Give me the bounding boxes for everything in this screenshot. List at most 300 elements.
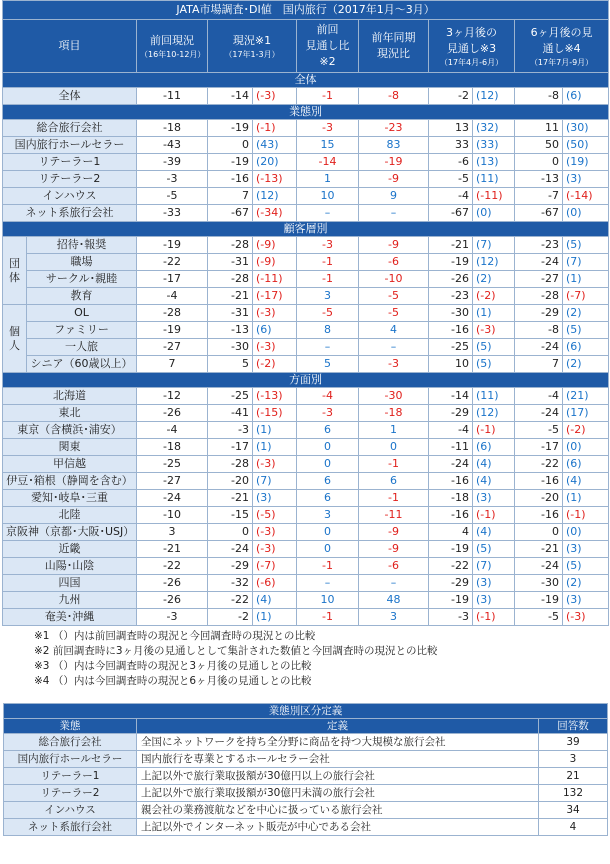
outlook-6m: -30	[515, 575, 563, 592]
outlook-3m-diff: (5)	[473, 356, 515, 373]
row-label: リテーラー1	[3, 154, 137, 171]
current-diff: (3)	[253, 490, 297, 507]
outlook-3m-diff: (33)	[473, 137, 515, 154]
column-header	[137, 20, 208, 73]
vs-outlook: -5	[297, 305, 359, 322]
table-row	[3, 356, 609, 373]
current-value: -28	[208, 237, 253, 254]
vs-last-year: –	[359, 575, 429, 592]
row-label: 一人旅	[27, 339, 137, 356]
vs-last-year: -5	[359, 305, 429, 322]
vs-outlook: -1	[297, 254, 359, 271]
column-header-period: （16年10-12月）	[140, 49, 206, 59]
response-count: 39	[539, 734, 608, 751]
outlook-6m: -5	[515, 422, 563, 439]
table-row	[3, 322, 609, 339]
current-value: -16	[208, 171, 253, 188]
prev-value: -18	[137, 439, 208, 456]
vs-outlook: -1	[297, 88, 359, 105]
outlook-6m-diff: (1)	[563, 490, 609, 507]
business-type: ネット系旅行会社	[4, 819, 137, 836]
current-diff: (6)	[253, 322, 297, 339]
current-diff: (-9)	[253, 254, 297, 271]
current-value: -29	[208, 558, 253, 575]
vs-last-year: –	[359, 339, 429, 356]
row-label: OL	[27, 305, 137, 322]
current-value: -20	[208, 473, 253, 490]
table-row	[3, 405, 609, 422]
current-diff: (1)	[253, 422, 297, 439]
outlook-3m: -16	[429, 507, 473, 524]
current-diff: (43)	[253, 137, 297, 154]
column-header-period: （17年4月-6月）	[439, 57, 504, 67]
prev-value: -24	[137, 490, 208, 507]
table-row	[3, 473, 609, 490]
column-header	[429, 20, 515, 73]
row-label: 職場	[27, 254, 137, 271]
row-label: 甲信越	[3, 456, 137, 473]
prev-value: -10	[137, 507, 208, 524]
outlook-3m-diff: (-2)	[473, 288, 515, 305]
vs-last-year: –	[359, 205, 429, 222]
outlook-6m: -21	[515, 541, 563, 558]
vs-last-year: -9	[359, 524, 429, 541]
column-header	[208, 20, 297, 73]
outlook-6m-diff: (2)	[563, 575, 609, 592]
outlook-3m: -16	[429, 473, 473, 490]
row-label: 東京（含横浜･浦安）	[3, 422, 137, 439]
outlook-3m: -19	[429, 254, 473, 271]
outlook-6m: -16	[515, 473, 563, 490]
current-value: -24	[208, 541, 253, 558]
section-header: 業態別	[3, 105, 609, 120]
outlook-3m-diff: (2)	[473, 271, 515, 288]
current-value: -41	[208, 405, 253, 422]
outlook-3m-diff: (-1)	[473, 609, 515, 626]
column-header-period: （17年1-3月）	[224, 49, 280, 59]
outlook-3m: -3	[429, 609, 473, 626]
outlook-6m-diff: (17)	[563, 405, 609, 422]
vs-outlook: -4	[297, 388, 359, 405]
table-title: JATA市場調査･DI値 国内旅行（2017年1月～3月）	[3, 1, 609, 20]
current-diff: (-3)	[253, 88, 297, 105]
outlook-3m-diff: (6)	[473, 439, 515, 456]
outlook-3m: -16	[429, 322, 473, 339]
prev-value: -25	[137, 456, 208, 473]
current-diff: (-9)	[253, 237, 297, 254]
current-value: -28	[208, 271, 253, 288]
current-diff: (12)	[253, 188, 297, 205]
column-header-label: 項目	[58, 39, 81, 52]
vs-last-year: -9	[359, 237, 429, 254]
current-diff: (20)	[253, 154, 297, 171]
definition-row	[4, 751, 608, 768]
prev-value: -19	[137, 237, 208, 254]
footnote: ※2 前回調査時に3ヶ月後の見通しとして集計された数値と今回調査時の現況との比較	[34, 645, 438, 657]
current-value: 0	[208, 137, 253, 154]
outlook-3m: -24	[429, 456, 473, 473]
outlook-6m: 50	[515, 137, 563, 154]
outlook-3m-diff: (5)	[473, 541, 515, 558]
section-header: 顧客層別	[3, 222, 609, 237]
row-label: 関東	[3, 439, 137, 456]
current-value: -25	[208, 388, 253, 405]
outlook-6m: -28	[515, 288, 563, 305]
column-header-label: 前回 見通し比 ※2	[305, 23, 350, 68]
definition-row	[4, 734, 608, 751]
prev-value: -22	[137, 558, 208, 575]
response-count: 34	[539, 802, 608, 819]
column-header-period: （17年7月-9月）	[529, 57, 594, 67]
prev-value: -11	[137, 88, 208, 105]
table-row	[3, 271, 609, 288]
outlook-3m: -4	[429, 188, 473, 205]
vs-outlook: -3	[297, 405, 359, 422]
outlook-6m-diff: (-2)	[563, 422, 609, 439]
table-row	[3, 305, 609, 322]
table-row	[3, 154, 609, 171]
outlook-6m-diff: (21)	[563, 388, 609, 405]
table-row	[3, 507, 609, 524]
outlook-3m: -5	[429, 171, 473, 188]
table-row	[3, 120, 609, 137]
outlook-6m: 7	[515, 356, 563, 373]
column-header	[359, 20, 429, 73]
vs-outlook: -1	[297, 271, 359, 288]
vs-last-year: -9	[359, 171, 429, 188]
current-value: -14	[208, 88, 253, 105]
prev-value: -28	[137, 305, 208, 322]
outlook-3m-diff: (1)	[473, 305, 515, 322]
definition-column-header: 定義	[137, 719, 539, 734]
outlook-6m-diff: (5)	[563, 237, 609, 254]
outlook-3m: 10	[429, 356, 473, 373]
outlook-3m-diff: (-11)	[473, 188, 515, 205]
footnote: ※3 （）内は今回調査時の現況と3ヶ月後の見通しとの比較	[34, 660, 312, 672]
response-count: 4	[539, 819, 608, 836]
current-value: -17	[208, 439, 253, 456]
table-row	[3, 558, 609, 575]
definition-row	[4, 785, 608, 802]
outlook-6m: -5	[515, 609, 563, 626]
footnote: ※1 （）内は前回調査時の現況と今回調査時の現況との比較	[34, 630, 316, 642]
outlook-3m: -26	[429, 271, 473, 288]
row-label: サークル･親睦	[27, 271, 137, 288]
outlook-6m: -16	[515, 507, 563, 524]
outlook-6m-diff: (0)	[563, 524, 609, 541]
prev-value: -19	[137, 322, 208, 339]
prev-value: -21	[137, 541, 208, 558]
current-diff: (-3)	[253, 305, 297, 322]
current-value: -67	[208, 205, 253, 222]
table-row	[3, 575, 609, 592]
vs-outlook: 0	[297, 439, 359, 456]
outlook-6m-diff: (6)	[563, 456, 609, 473]
current-diff: (1)	[253, 439, 297, 456]
row-label: 四国	[3, 575, 137, 592]
row-label: 山陽･山陰	[3, 558, 137, 575]
outlook-6m-diff: (2)	[563, 356, 609, 373]
column-header-label: 前年同期 現況比	[371, 31, 416, 60]
outlook-3m: -22	[429, 558, 473, 575]
vs-last-year: -6	[359, 558, 429, 575]
current-value: -19	[208, 154, 253, 171]
current-value: -13	[208, 322, 253, 339]
table-row	[3, 339, 609, 356]
outlook-6m: -20	[515, 490, 563, 507]
outlook-6m: -24	[515, 339, 563, 356]
outlook-6m-diff: (3)	[563, 592, 609, 609]
di-table	[2, 0, 609, 626]
row-label: 九州	[3, 592, 137, 609]
outlook-6m-diff: (-14)	[563, 188, 609, 205]
vs-outlook: 5	[297, 356, 359, 373]
business-type: インハウス	[4, 802, 137, 819]
outlook-3m-diff: (11)	[473, 388, 515, 405]
group-label	[3, 237, 27, 305]
current-value: -21	[208, 490, 253, 507]
footnote: ※4 （）内は今回調査時の現況と6ヶ月後の見通しとの比較	[34, 675, 312, 687]
outlook-3m: -2	[429, 88, 473, 105]
vs-outlook: 6	[297, 422, 359, 439]
prev-value: -3	[137, 171, 208, 188]
vs-outlook: -3	[297, 120, 359, 137]
vs-last-year: 9	[359, 188, 429, 205]
current-value: -15	[208, 507, 253, 524]
outlook-6m-diff: (50)	[563, 137, 609, 154]
table-row	[3, 541, 609, 558]
outlook-6m: 0	[515, 524, 563, 541]
outlook-6m-diff: (-7)	[563, 288, 609, 305]
vs-outlook: 0	[297, 541, 359, 558]
vs-last-year: -30	[359, 388, 429, 405]
outlook-3m: -25	[429, 339, 473, 356]
current-value: -19	[208, 120, 253, 137]
current-diff: (1)	[253, 609, 297, 626]
vs-last-year: -10	[359, 271, 429, 288]
business-type: 総合旅行会社	[4, 734, 137, 751]
outlook-6m-diff: (5)	[563, 558, 609, 575]
row-label: 全体	[3, 88, 137, 105]
outlook-3m-diff: (7)	[473, 237, 515, 254]
outlook-3m-diff: (4)	[473, 524, 515, 541]
outlook-3m-diff: (3)	[473, 592, 515, 609]
outlook-6m-diff: (0)	[563, 205, 609, 222]
current-diff: (-11)	[253, 271, 297, 288]
response-count: 3	[539, 751, 608, 768]
outlook-3m: -19	[429, 541, 473, 558]
business-definition: 全国にネットワークを持ち全分野に商品を持つ大規模な旅行会社	[137, 734, 539, 751]
vs-outlook: 1	[297, 171, 359, 188]
row-label: 近畿	[3, 541, 137, 558]
outlook-3m: -4	[429, 422, 473, 439]
current-diff: (-6)	[253, 575, 297, 592]
vs-outlook: 15	[297, 137, 359, 154]
vs-last-year: 3	[359, 609, 429, 626]
outlook-6m-diff: (30)	[563, 120, 609, 137]
prev-value: -27	[137, 339, 208, 356]
row-label: 東北	[3, 405, 137, 422]
outlook-3m-diff: (3)	[473, 490, 515, 507]
vs-last-year: 0	[359, 439, 429, 456]
current-value: -22	[208, 592, 253, 609]
definition-table	[3, 703, 608, 836]
row-label: 国内旅行ホールセラー	[3, 137, 137, 154]
vs-outlook: 3	[297, 288, 359, 305]
table-row	[3, 205, 609, 222]
row-label: 伊豆･箱根（静岡を含む）	[3, 473, 137, 490]
vs-outlook: 3	[297, 507, 359, 524]
outlook-6m-diff: (6)	[563, 88, 609, 105]
outlook-6m: -8	[515, 322, 563, 339]
prev-value: -17	[137, 271, 208, 288]
current-value: -31	[208, 305, 253, 322]
definition-column-header: 業態	[4, 719, 137, 734]
prev-value: -43	[137, 137, 208, 154]
table-row	[3, 422, 609, 439]
vs-last-year: -5	[359, 288, 429, 305]
vs-outlook: -3	[297, 237, 359, 254]
vs-last-year: 1	[359, 422, 429, 439]
table-row	[3, 288, 609, 305]
vs-outlook: 0	[297, 524, 359, 541]
outlook-3m: -19	[429, 592, 473, 609]
prev-value: -18	[137, 120, 208, 137]
vs-outlook: -14	[297, 154, 359, 171]
prev-value: -39	[137, 154, 208, 171]
prev-value: -5	[137, 188, 208, 205]
current-diff: (-2)	[253, 356, 297, 373]
outlook-3m-diff: (0)	[473, 205, 515, 222]
column-header-label: 3ヶ月後の 見通し※3	[446, 25, 497, 55]
vs-outlook: 8	[297, 322, 359, 339]
table-row	[3, 388, 609, 405]
outlook-3m-diff: (4)	[473, 456, 515, 473]
business-definition: 上記以外で旅行業取扱額が30億円以上の旅行会社	[137, 768, 539, 785]
outlook-3m: -6	[429, 154, 473, 171]
outlook-3m-diff: (5)	[473, 339, 515, 356]
column-header-label: 前回現況	[150, 33, 194, 47]
prev-value: 3	[137, 524, 208, 541]
outlook-3m: 4	[429, 524, 473, 541]
outlook-3m-diff: (3)	[473, 575, 515, 592]
section-header: 方面別	[3, 373, 609, 388]
current-diff: (-3)	[253, 524, 297, 541]
prev-value: -4	[137, 288, 208, 305]
current-value: 0	[208, 524, 253, 541]
current-value: 5	[208, 356, 253, 373]
outlook-3m-diff: (12)	[473, 254, 515, 271]
vs-outlook: 10	[297, 188, 359, 205]
prev-value: -4	[137, 422, 208, 439]
group-label-text: 個 人	[9, 324, 20, 352]
vs-last-year: -18	[359, 405, 429, 422]
table-row	[3, 188, 609, 205]
prev-value: -22	[137, 254, 208, 271]
prev-value: -12	[137, 388, 208, 405]
outlook-3m-diff: (13)	[473, 154, 515, 171]
definition-row	[4, 802, 608, 819]
row-label: 北海道	[3, 388, 137, 405]
table-row	[3, 439, 609, 456]
prev-value: 7	[137, 356, 208, 373]
outlook-6m-diff: (2)	[563, 305, 609, 322]
outlook-6m-diff: (1)	[563, 271, 609, 288]
vs-last-year: -19	[359, 154, 429, 171]
outlook-3m-diff: (7)	[473, 558, 515, 575]
current-diff: (-3)	[253, 541, 297, 558]
vs-last-year: 83	[359, 137, 429, 154]
current-diff: (7)	[253, 473, 297, 490]
current-diff: (-1)	[253, 120, 297, 137]
group-label-text: 団 体	[9, 256, 20, 284]
current-value: 7	[208, 188, 253, 205]
outlook-6m: -7	[515, 188, 563, 205]
vs-last-year: -1	[359, 456, 429, 473]
current-diff: (-13)	[253, 171, 297, 188]
table-row	[3, 490, 609, 507]
definition-row	[4, 819, 608, 836]
vs-outlook: –	[297, 575, 359, 592]
outlook-6m: -24	[515, 405, 563, 422]
outlook-3m: -11	[429, 439, 473, 456]
row-label: シニア（60歳以上）	[27, 356, 137, 373]
row-label: インハウス	[3, 188, 137, 205]
column-header	[297, 20, 359, 73]
current-value: -28	[208, 456, 253, 473]
outlook-6m: -24	[515, 558, 563, 575]
outlook-6m-diff: (0)	[563, 439, 609, 456]
current-value: -21	[208, 288, 253, 305]
outlook-3m-diff: (12)	[473, 405, 515, 422]
current-diff: (-13)	[253, 388, 297, 405]
vs-outlook: 0	[297, 456, 359, 473]
vs-outlook: 10	[297, 592, 359, 609]
outlook-3m: -21	[429, 237, 473, 254]
outlook-3m-diff: (12)	[473, 88, 515, 105]
row-label: 招待･報奨	[27, 237, 137, 254]
row-label: ネット系旅行会社	[3, 205, 137, 222]
outlook-6m: -67	[515, 205, 563, 222]
prev-value: -33	[137, 205, 208, 222]
outlook-6m: 0	[515, 154, 563, 171]
column-header	[515, 20, 609, 73]
table-row	[3, 88, 609, 105]
vs-last-year: -8	[359, 88, 429, 105]
outlook-3m-diff: (-1)	[473, 507, 515, 524]
outlook-3m: -67	[429, 205, 473, 222]
vs-last-year: 6	[359, 473, 429, 490]
table-row	[3, 171, 609, 188]
row-label: 愛知･岐阜･三重	[3, 490, 137, 507]
vs-outlook: 6	[297, 473, 359, 490]
vs-last-year: -6	[359, 254, 429, 271]
current-value: -30	[208, 339, 253, 356]
outlook-3m: -23	[429, 288, 473, 305]
outlook-6m-diff: (3)	[563, 171, 609, 188]
outlook-6m: -19	[515, 592, 563, 609]
business-definition: 上記以外で旅行業取扱額が30億円未満の旅行会社	[137, 785, 539, 802]
row-label: リテーラー2	[3, 171, 137, 188]
outlook-3m-diff: (32)	[473, 120, 515, 137]
prev-value: -26	[137, 405, 208, 422]
definition-row	[4, 768, 608, 785]
vs-outlook: –	[297, 339, 359, 356]
outlook-6m-diff: (6)	[563, 339, 609, 356]
vs-outlook: -1	[297, 558, 359, 575]
table-row	[3, 592, 609, 609]
current-diff: (-17)	[253, 288, 297, 305]
